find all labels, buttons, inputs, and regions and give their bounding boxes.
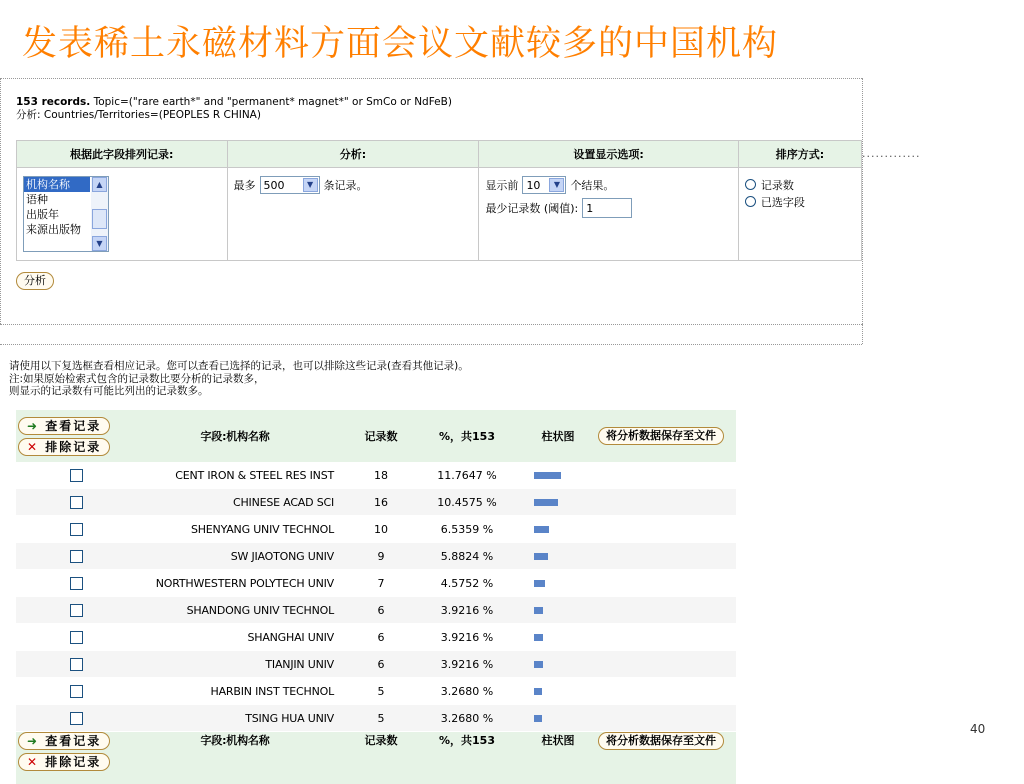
record-percent: 3.2680 %	[426, 678, 508, 705]
record-count: 5	[358, 705, 404, 732]
institution-name: HARBIN INST TECHNOL	[136, 678, 338, 705]
radio-button[interactable]	[745, 179, 756, 190]
share-bar	[534, 526, 549, 533]
table-row	[16, 705, 736, 732]
table-row	[16, 624, 736, 651]
share-bar	[534, 472, 561, 479]
exclude-records-label: 排除记录	[45, 440, 101, 454]
table-row	[16, 462, 736, 489]
share-bar	[534, 688, 542, 695]
header-analyze: 分析:	[227, 141, 479, 168]
record-count: 7	[358, 570, 404, 597]
record-percent: 5.8824 %	[426, 543, 508, 570]
header-display: 设置显示选项:	[479, 141, 738, 168]
analyze-count-select[interactable]	[260, 176, 320, 194]
table-row	[16, 570, 736, 597]
record-count: 16	[358, 489, 404, 516]
sort-option-count[interactable]	[745, 176, 855, 193]
table-row	[16, 489, 736, 516]
analyze-suffix: 条记录。	[324, 177, 368, 193]
record-percent: 6.5359 %	[426, 516, 508, 543]
column-header-bar: 柱状图	[530, 410, 586, 462]
record-percent: 10.4575 %	[426, 489, 508, 516]
column-header-percent: %，共153	[426, 732, 508, 784]
view-records-button[interactable]	[18, 417, 110, 435]
results-table	[16, 410, 736, 784]
institution-name: CHINESE ACAD SCI	[136, 489, 338, 516]
column-header-field: 字段:机构名称	[136, 410, 338, 462]
record-count: 6	[358, 624, 404, 651]
display-suffix: 个结果。	[570, 177, 614, 193]
sort-option-label: 已选字段	[761, 194, 805, 210]
analysis-settings-table	[16, 140, 862, 261]
field-option[interactable]: 语种	[24, 192, 108, 207]
row-checkbox[interactable]	[70, 712, 83, 725]
page-number: 40	[970, 722, 985, 736]
institution-name: SHANDONG UNIV TECHNOL	[136, 597, 338, 624]
institution-name: TIANJIN UNIV	[136, 651, 338, 678]
records-count: 153 records.	[16, 96, 90, 108]
row-checkbox[interactable]	[70, 469, 83, 482]
save-to-file-button[interactable]: 将分析数据保存至文件	[598, 427, 724, 445]
table-row	[16, 516, 736, 543]
note-line: 则显示的记录数有可能比列出的记录数多。	[9, 385, 469, 398]
close-icon: ✕	[27, 755, 39, 769]
field-option[interactable]: 机构名称	[24, 177, 90, 192]
institution-name: TSING HUA UNIV	[136, 705, 338, 732]
record-count: 10	[358, 516, 404, 543]
row-checkbox[interactable]	[70, 658, 83, 671]
field-option[interactable]: 出版年	[24, 207, 108, 222]
column-header-field: 字段:机构名称	[136, 732, 338, 784]
exclude-records-label: 排除记录	[45, 755, 101, 769]
record-count: 9	[358, 543, 404, 570]
institution-name: SW JIAOTONG UNIV	[136, 543, 338, 570]
radio-button[interactable]	[745, 196, 756, 207]
dotted-divider	[0, 78, 1, 324]
record-percent: 3.2680 %	[426, 705, 508, 732]
analyze-button[interactable]: 分析	[16, 272, 54, 290]
row-checkbox[interactable]	[70, 577, 83, 590]
display-count-select[interactable]	[522, 176, 566, 194]
header-sort-by: 排序方式:	[738, 141, 861, 168]
institution-name: NORTHWESTERN POLYTECH UNIV	[136, 570, 338, 597]
share-bar	[534, 715, 542, 722]
sort-option-label: 记录数	[761, 177, 794, 193]
view-records-label: 查看记录	[45, 734, 101, 748]
filter-text: 分析: Countries/Territories=(PEOPLES R CHINA)	[16, 109, 452, 122]
save-to-file-button[interactable]: 将分析数据保存至文件	[598, 732, 724, 750]
record-count: 6	[358, 597, 404, 624]
row-checkbox[interactable]	[70, 604, 83, 617]
row-checkbox[interactable]	[70, 685, 83, 698]
share-bar	[534, 580, 545, 587]
analyze-prefix: 最多	[234, 177, 256, 193]
display-count-value: 10	[526, 179, 540, 192]
field-option[interactable]: 来源出版物	[24, 222, 108, 237]
view-records-button[interactable]	[18, 732, 110, 750]
display-prefix: 显示前	[485, 177, 518, 193]
query-summary	[16, 96, 452, 122]
record-percent: 3.9216 %	[426, 624, 508, 651]
institution-name: SHENYANG UNIV TECHNOL	[136, 516, 338, 543]
dotted-divider	[862, 78, 863, 324]
sort-option-field[interactable]	[745, 193, 855, 210]
table-row	[16, 597, 736, 624]
exclude-records-button[interactable]	[18, 438, 110, 456]
institution-name: CENT IRON & STEEL RES INST	[136, 462, 338, 489]
column-header-count: 记录数	[358, 410, 404, 462]
scroll-thumb[interactable]	[92, 209, 107, 229]
chevron-up-icon[interactable]: ▲	[92, 177, 107, 192]
share-bar	[534, 661, 543, 668]
dotted-divider	[0, 324, 862, 325]
instructions	[9, 360, 469, 398]
dotted-leader: ·············	[862, 150, 920, 163]
row-checkbox[interactable]	[70, 523, 83, 536]
record-count: 18	[358, 462, 404, 489]
close-icon: ✕	[27, 440, 39, 454]
record-count: 6	[358, 651, 404, 678]
share-bar	[534, 499, 558, 506]
row-checkbox[interactable]	[70, 550, 83, 563]
share-bar	[534, 553, 548, 560]
min-count-input[interactable]: 1	[582, 198, 632, 218]
column-header-bar: 柱状图	[530, 732, 586, 784]
dotted-divider	[862, 324, 863, 344]
query-text: Topic=("rare earth*" and "permanent* magnet*" or SmCo or NdFeB)	[90, 96, 452, 108]
column-header-count: 记录数	[358, 732, 404, 784]
record-percent: 4.5752 %	[426, 570, 508, 597]
slide-title: 发表稀土永磁材料方面会议文献较多的中国机构	[22, 16, 778, 66]
note-line: 请使用以下复选框查看相应记录。您可以查看已选择的记录，也可以排除这些记录(查看其他记录)。	[9, 360, 469, 373]
dotted-divider	[0, 344, 862, 345]
table-row	[16, 543, 736, 570]
table-row	[16, 651, 736, 678]
chevron-down-icon[interactable]: ▼	[549, 178, 564, 192]
arrow-right-icon: ➜	[27, 419, 39, 433]
share-bar	[534, 634, 543, 641]
row-checkbox[interactable]	[70, 631, 83, 644]
record-percent: 3.9216 %	[426, 597, 508, 624]
record-percent: 3.9216 %	[426, 651, 508, 678]
analyze-count-value: 500	[264, 179, 285, 192]
column-header-percent: %，共153	[426, 410, 508, 462]
chevron-down-icon[interactable]: ▼	[303, 178, 318, 192]
record-count: 5	[358, 678, 404, 705]
view-records-label: 查看记录	[45, 419, 101, 433]
note-line: 注:如果原始检索式包含的记录数比要分析的记录数多，	[9, 373, 469, 386]
dotted-divider	[0, 78, 862, 79]
institution-name: SHANGHAI UNIV	[136, 624, 338, 651]
table-row	[16, 678, 736, 705]
arrow-right-icon: ➜	[27, 734, 39, 748]
min-count-label: 最少记录数 (阈值):	[485, 200, 578, 216]
record-percent: 11.7647 %	[426, 462, 508, 489]
header-sort-field: 根据此字段排列记录:	[17, 141, 228, 168]
exclude-records-button[interactable]	[18, 753, 110, 771]
field-listbox[interactable]	[23, 176, 109, 252]
share-bar	[534, 607, 543, 614]
row-checkbox[interactable]	[70, 496, 83, 509]
chevron-down-icon[interactable]: ▼	[92, 236, 107, 251]
